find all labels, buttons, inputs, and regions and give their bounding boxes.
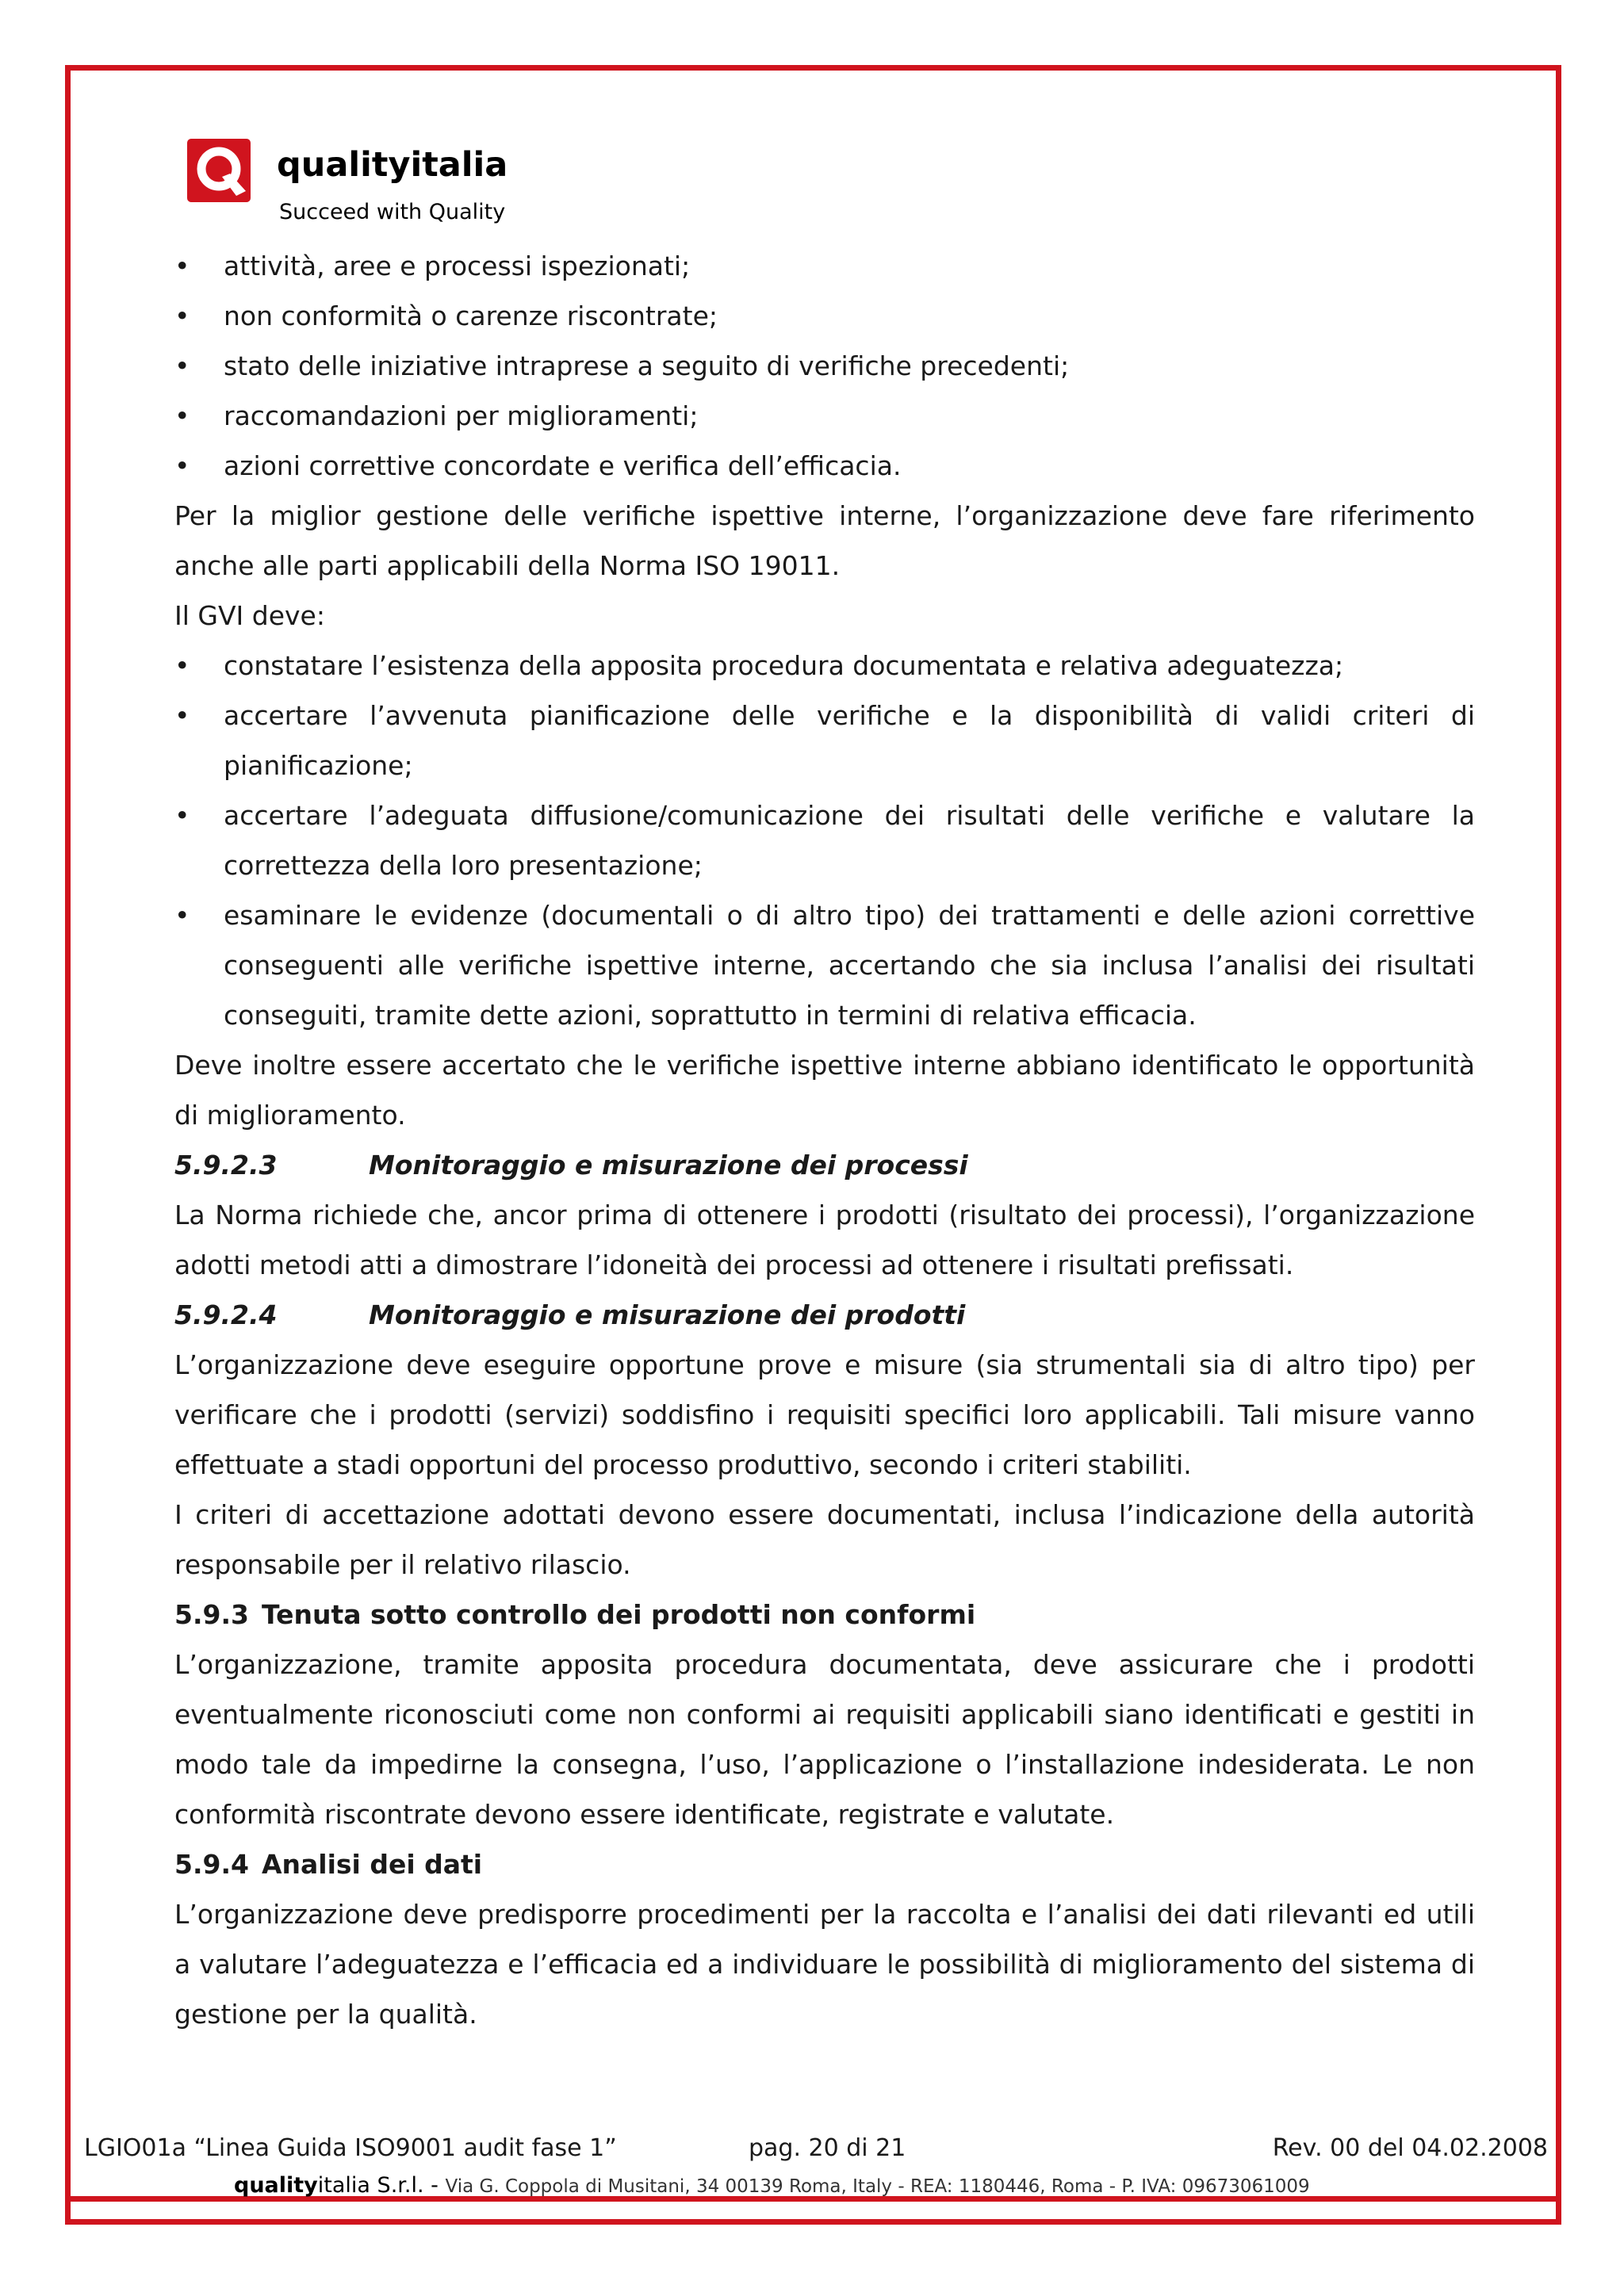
logo-name: qualityitalia	[277, 145, 508, 185]
list-item: • accertare l’avvenuta pianificazione delle verifiche e la disponibilità di validi criteri di pianificazione;	[174, 691, 1475, 790]
bullet-icon: •	[174, 800, 190, 831]
list-item: • stato delle iniziative intraprese a seguito di verifiche precedenti;	[174, 341, 1475, 391]
paragraph-iso19011: Per la miglior gestione delle verifiche ispettive interne, l’organizzazione deve fare riferimento anche alle parti applicabili della Norma ISO 19011.	[174, 500, 1475, 581]
bullet-icon: •	[174, 900, 190, 931]
section-heading-594	[174, 1839, 1475, 1889]
section-title: Monitoraggio e misurazione dei processi	[369, 1150, 968, 1181]
section-body: L’organizzazione deve eseguire opportune prove e misure (sia strumentali sia di altro tipo) per verificare che i prodotti (servizi) soddisfino i requisiti specifici loro applicabili. Tali misure vanno effettuate a stadi opportuni del processo produttivo, secondo i criteri stabiliti.	[174, 1349, 1475, 1480]
section-heading-593	[174, 1590, 1475, 1640]
logo-tagline: Succeed with Quality	[279, 200, 506, 224]
document-title: LGIO01a “Linea Guida ISO9001 audit fase 1”	[84, 2134, 617, 2162]
section-number: 5.9.3	[174, 1599, 249, 1630]
bullet-icon: •	[174, 450, 190, 481]
bullet-icon: •	[174, 700, 190, 731]
quality-q-icon	[187, 139, 251, 202]
paragraph-improvement: Deve inoltre essere accertato che le verifiche ispettive interne abbiano identificato le opportunità di miglioramento.	[174, 1050, 1475, 1131]
section-body: I criteri di accettazione adottati devono essere documentati, inclusa l’indicazione della autorità responsabile per il relativo rilascio.	[174, 1499, 1475, 1580]
bullet-icon: •	[174, 400, 190, 431]
list-item: • azioni correttive concordate e verifica dell’efficacia.	[174, 441, 1475, 491]
section-heading-5923	[174, 1140, 1475, 1190]
bullet-icon: •	[174, 650, 190, 681]
list-item: • esaminare le evidenze (documentali o di altro tipo) dei trattamenti e delle azioni correttive conseguenti alle verifiche ispettive interne, accertando che sia inclusa l’analisi dei risultati conseguiti, tramite dette azioni, soprattutto in termini di relativa efficacia.	[174, 890, 1475, 1040]
list-item: • attività, aree e processi ispezionati;	[174, 241, 1475, 291]
section-title: Analisi dei dati	[261, 1849, 483, 1880]
company-address: Via G. Coppola di Musitani, 34 00139 Roma, Italy - REA: 1180446, Roma - P. IVA: 09673061009	[445, 2176, 1310, 2197]
paragraph-gvi: Il GVI deve:	[174, 600, 325, 631]
section-body: La Norma richiede che, ancor prima di ottenere i prodotti (risultato dei processi), l’organizzazione adotti metodi atti a dimostrare l’idoneità dei processi ad ottenere i risultati prefissati.	[174, 1200, 1475, 1280]
section-number: 5.9.2.4	[174, 1299, 278, 1330]
list-item: • accertare l’adeguata diffusione/comunicazione dei risultati delle verifiche e valutare la correttezza della loro presentazione;	[174, 790, 1475, 890]
section-heading-5924	[174, 1290, 1475, 1340]
revision-info: Rev. 00 del 04.02.2008	[1272, 2134, 1548, 2162]
list-item: • raccomandazioni per miglioramenti;	[174, 391, 1475, 441]
section-number: 5.9.4	[174, 1849, 249, 1880]
inspection-report-list	[174, 241, 1475, 491]
section-number: 5.9.2.3	[174, 1150, 278, 1181]
page-number: pag. 20 di 21	[749, 2134, 906, 2162]
bullet-icon: •	[174, 350, 190, 381]
document-body	[174, 241, 1475, 2039]
section-body: L’organizzazione, tramite apposita procedura documentata, deve assicurare che i prodotti eventualmente riconosciuti come non conformi ai requisiti applicabili siano identificati e gestiti in modo tale da impedirne la consegna, l’uso, l’applicazione o l’installazione indesiderata. Le non conformità riscontrate devono essere identificate, registrate e valutate.	[174, 1649, 1475, 1830]
company-info: qualityitalia S.r.l. - Via G. Coppola di Musitani, 34 00139 Roma, Italy - REA: 1180446, Roma - P. IVA: 09673061009	[234, 2173, 1310, 2198]
section-body: L’organizzazione deve predisporre procedimenti per la raccolta e l’analisi dei dati rilevanti ed utili a valutare l’adeguatezza e l’efficacia ed a individuare le possibilità di miglioramento del sistema di gestione per la qualità.	[174, 1899, 1475, 2030]
section-title: Monitoraggio e misurazione dei prodotti	[369, 1299, 966, 1330]
section-title: Tenuta sotto controllo dei prodotti non conformi	[261, 1599, 976, 1630]
bullet-icon: •	[174, 300, 190, 331]
list-item: • constatare l’esistenza della apposita procedura documentata e relativa adeguatezza;	[174, 641, 1475, 691]
gvi-duties-list	[174, 641, 1475, 1040]
bullet-icon: •	[174, 251, 190, 281]
list-item: • non conformità o carenze riscontrate;	[174, 291, 1475, 341]
